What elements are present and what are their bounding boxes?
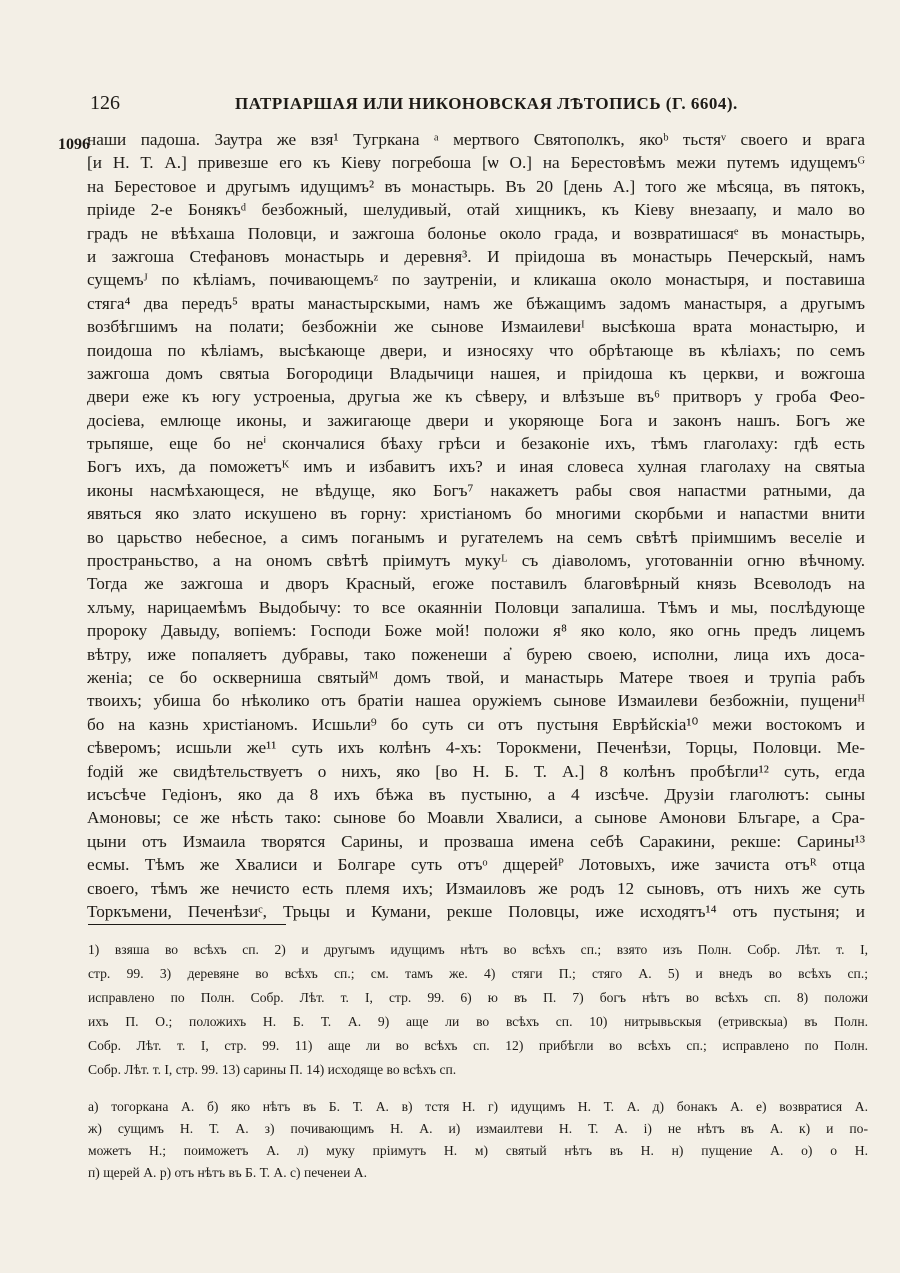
variant-line: п) щерей А. р) отъ нѣтъ въ Б. Т. А. с) печенеи А. <box>88 1165 368 1180</box>
text-line: исъсѣче Гедіонъ, яко да 8 ихъ бѣжа въ пустыню, а 4 изсѣче. Друзіи глаголютъ: сыны <box>87 784 865 804</box>
footnote-line: исправлено по Полн. Собр. Лѣт. т. I, стр. 99. 6) ю въ П. 7) богъ нѣтъ во всѣхъ сп. 8) положи <box>88 990 868 1005</box>
page-header <box>60 92 840 116</box>
text-line: своего, тѣмъ же нечисто есть племя ихъ; Измаиловъ же родъ 12 сыновъ, отъ нихъ же суть <box>87 878 865 898</box>
margin-year: 1096 <box>58 136 90 153</box>
main-text <box>87 128 865 923</box>
text-line: вѣтру, иже попаляетъ дубравы, тако поженеши а̓ бурею своею, исполни, лица ихъ доса- <box>87 644 865 664</box>
variant-line: можетъ Н.; поиможетъ А. л) муку пріимутъ Н. м) святый нѣтъ въ Н. н) пущение А. о) о Н. <box>88 1143 868 1158</box>
text-line: есмы. Тѣмъ же Хвалиси и Болгаре суть отъᵒ дщерейᴾ Лотовыхъ, иже зачиста отъᴿ отца <box>87 855 865 875</box>
running-title: ПАТРІАРШАЯ ИЛИ НИКОНОВСКАЯ ЛѢТОПИСЬ (Г. 6604). <box>235 94 738 113</box>
text-line: во царьство небесное, а симъ поганымъ и ругателемъ на семъ свѣтѣ пріимшимъ веселіе и <box>87 527 865 547</box>
text-line: наши падоша. Заутра же взя¹ Тугркана ᵃ мертвого Святополкъ, якоᵇ тьстяᵛ своего и врага <box>87 130 865 149</box>
text-line: стяга⁴ два передъ⁵ враты манастырскыми, намъ же бѣжащимъ задомъ манастыря, а другымъ <box>87 293 865 313</box>
text-line: зажгоша домъ святыа Богородици Владычици нашея, и пріидоша къ церкви, и вожгоша <box>87 363 865 383</box>
text-line: пріиде 2-е Бонякъᵈ безбожный, шелудивый, отай хищникъ, къ Кіеву внезаапу, и мало во <box>87 200 865 220</box>
text-line: [и Н. Т. А.] привезше его къ Кіеву погребоша [ѡ О.] на Берестовѣмъ межи путемъ идущемъᴳ <box>87 153 865 173</box>
text-line: явяться яко злато искушено въ горну: христіаномъ бо многими скорбьми и напастми внити <box>87 504 865 524</box>
footnote-line: Собр. Лѣт. т. I, стр. 99. 11) аще ли во всѣхъ сп. 12) прибѣгли во всѣхъ сп.; исправлено по Полн. <box>88 1038 868 1053</box>
text-line: досіева, емлюще иконы, и зажигающе двери и укоряюще Бога и законъ нашъ. Богъ же <box>87 410 865 430</box>
text-line: женіа; се бо оскверниша святыйᴹ домъ твой, и манастырь Матере твоея и трупіа рабъ <box>87 667 865 687</box>
text-line: градъ не вѣѣхаша Половци, и зажгоша болонье около града, и возвратишасяᵉ въ монастырь, <box>87 223 865 243</box>
text-line: хлъму, нарицаемѣмъ Выдобычу: то все окаянніи Половци запалиша. Тѣмъ и мы, послѣдующе <box>87 597 865 617</box>
text-line: поидоша по кѣліамъ, высѣкающе двери, и износяху что обрѣтающе въ кѣліахъ; по семъ <box>87 340 865 360</box>
text-line: сѣверомъ; исшьли же¹¹ суть ихъ колѣнъ 4-хъ: Торокмени, Печенѣзи, Торцы, Половци. Ме- <box>87 738 865 758</box>
variant-line: а) тогоркана А. б) яко нѣтъ въ Б. Т. А. в) тстя Н. г) идущимъ Н. Т. А. д) бонакъ А. е) возвратися А. <box>88 1099 868 1114</box>
text-line: трьпяше, еще бо неⁱ скончалися бѣаху грѣси и безаконіе ихъ, тѣмъ глаголаху: гдѣ есть <box>87 434 865 454</box>
text-line: возбѣгшимъ на полати; безбожніи же сынове Измаилевиᴵ высѣкоша врата монастырю, и <box>87 317 865 337</box>
footnote-line: ихъ П. О.; положихъ Н. Б. Т. А. 9) аще ли во всѣхъ сп. 10) нитрывьскыя (етривскыа) въ Полн. <box>88 1014 868 1029</box>
text-line: иконы насмѣхающеся, не вѣдуще, яко Богъ⁷ накажетъ рабы своя напастми ратными, да <box>87 480 865 500</box>
footnote-line: Собр. Лѣт. т. I, стр. 99. 13) сарины П. 14) исходяще во всѣхъ сп. <box>88 1062 457 1077</box>
text-line: Амоновы; се же нѣсть тако: сынове бо Моавли Хвалиси, а сынове Амонови Блъгаре, а Сра- <box>87 808 865 828</box>
text-line: бо на казнь христіаномъ. Исшьли⁹ бо суть си отъ пустыня Еврѣйскіа¹⁰ межи востокомъ и <box>87 714 865 734</box>
text-line: пространьство, а на ономъ свѣтѣ пріимутъ мукуᴸ съ діаволомъ, уготованніи огню вѣчному. <box>87 551 865 571</box>
variant-readings <box>88 1096 868 1184</box>
text-line: пророку Давыду, вопіемъ: Господи Боже мой! положи я⁸ яко коло, яко огнь предъ лицемъ <box>87 621 865 641</box>
footnote-rule <box>88 924 286 925</box>
text-line: fодій же свидѣтельствуетъ о нихъ, яко [во Н. Б. Т. А.] 8 колѣнъ пробѣгли¹² суть, егда <box>87 761 865 781</box>
text-line: Тогда же зажгоша и дворъ Красный, егоже поставилъ благовѣрный князь Всеволодъ на <box>87 574 865 594</box>
variant-line: ж) сущимъ Н. Т. А. з) почивающимъ Н. А. и) измаилтеви Н. Т. А. і) не нѣтъ въ А. к) и по- <box>88 1121 868 1136</box>
text-line: Торкъмени, Печенѣзиᶜ, Трьцы и Кумани, рекше Половцы, иже исходятъ¹⁴ отъ пустыня; и <box>87 901 865 921</box>
page-number: 126 <box>90 92 120 114</box>
footnote-line: стр. 99. 3) деревяне во всѣхъ сп.; см. тамъ же. 4) стяги П.; стяго А. 5) и внедъ во всѣхъ сп.; <box>88 966 868 981</box>
text-line: твоихъ; убиша бо нѣколико отъ братіи нашеа оружіемъ сынове Измаилеви безбожніи, пущениᴴ <box>87 691 865 711</box>
text-line: сущемъᴶ по кѣліамъ, почивающемъᶻ по заутреніи, и кликаша около монастыря, и поставиша <box>87 270 865 290</box>
text-line: на Берестовое и другымъ идущимъ² въ монастырь. Въ 20 [день А.] того же мѣсяца, въ пятокъ, <box>87 176 865 196</box>
text-line: и зажгоша Стефановъ монастырь и деревня³. И пріидоша въ монастырь Печерскый, намъ <box>87 246 865 266</box>
footnotes <box>88 938 868 1082</box>
text-line: двери еже къ югу устроеныа, другыа же къ сѣверу, и влѣзъше въ⁶ притворъ у гроба Фео- <box>87 387 865 407</box>
text-line: Богъ ихъ, да поможетъᴷ имъ и избавитъ ихъ? и иная словеса хулная глаголаху на святыа <box>87 457 865 477</box>
footnote-line: 1) взяша во всѣхъ сп. 2) и другымъ идущимъ нѣтъ во всѣхъ сп.; взято изъ Полн. Собр. Лѣт. т. I, <box>88 942 868 957</box>
text-line: цыни отъ Измаила творятся Сарины, и прозваша имена себѣ Саракини, рекше: Сарины¹³ <box>87 831 865 851</box>
